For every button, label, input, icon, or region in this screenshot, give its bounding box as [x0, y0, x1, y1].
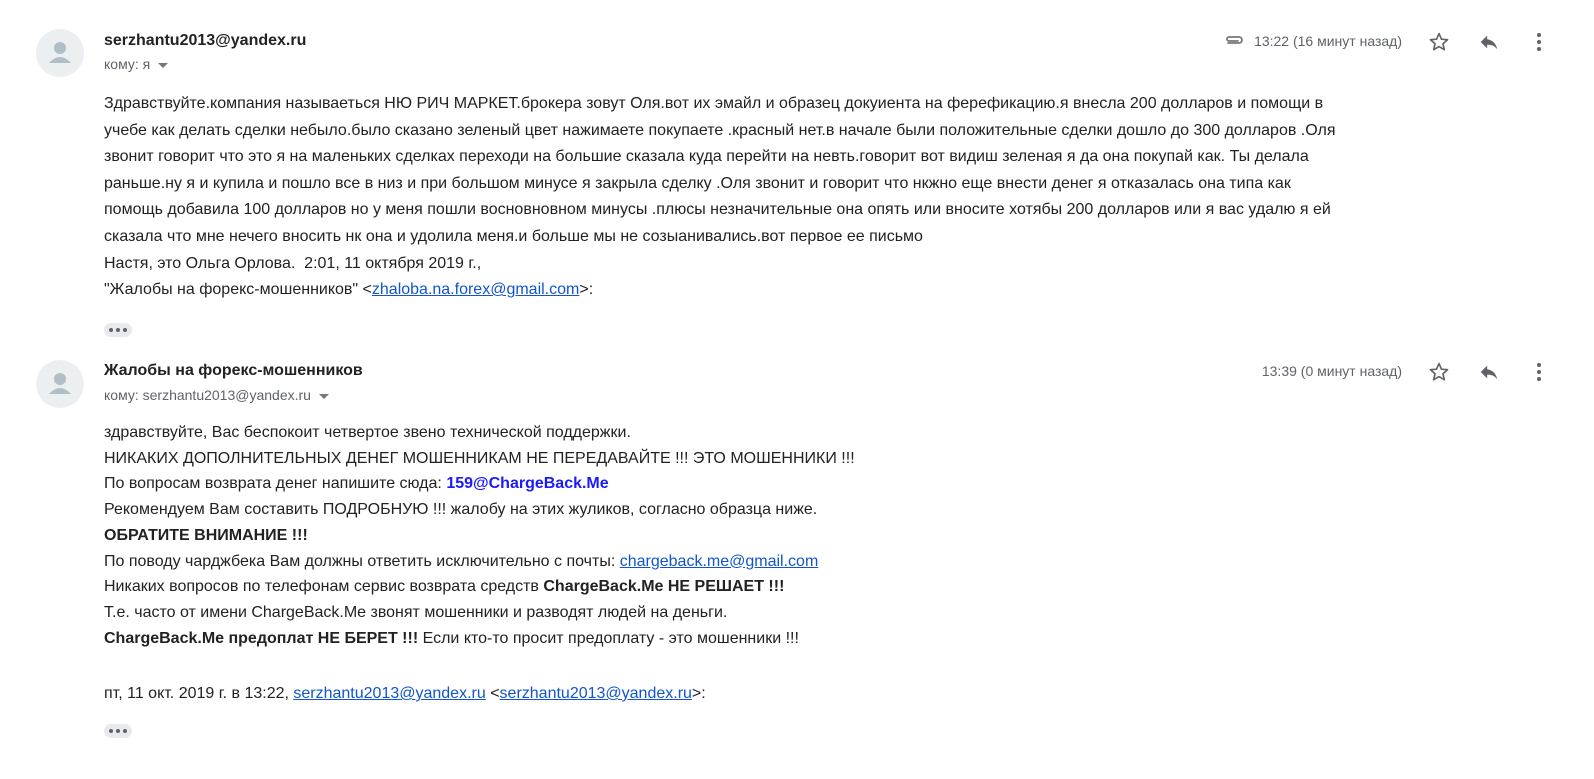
body-line: По поводу чарджбека Вам должны ответить исключительно с почты: chargeback.me@gmail.com — [104, 552, 819, 570]
quote-email-link[interactable]: zhaloba.na.forex@gmail.com — [371, 281, 580, 299]
sender-name[interactable]: serzhantu2013@yandex.ru — [104, 32, 307, 49]
body-line: ОБРАТИТЕ ВНИМАНИЕ !!! — [104, 526, 308, 544]
recipient-label: кому: serzhantu2013@yandex.ru — [104, 387, 311, 403]
reply-icon[interactable] — [1477, 360, 1501, 384]
recipient-line[interactable] — [104, 56, 168, 72]
star-icon[interactable] — [1427, 360, 1451, 384]
person-avatar-icon — [36, 360, 84, 408]
recipient-label: кому: я — [104, 56, 151, 72]
show-trimmed-content-icon[interactable] — [104, 323, 132, 337]
body-line: Т.е. часто от имени ChargeBack.Me звонят мошенники и разводят людей на деньги. — [104, 603, 728, 621]
body-line: раньше.ну я и купила и пошло все в низ и при большом минусе я закрыла сделку .Оля звонит и говорит что нкжно еще внести денег я отказалась она типа как — [104, 174, 1291, 192]
message-meta — [1224, 33, 1402, 49]
body-line: сказала что мне нечего вносить нк она и удолила меня.и больше мы не созыанивались.вот первое ее письмо — [104, 227, 923, 245]
body-line: Никаких вопросов по телефонам сервис возврата средств ChargeBack.Me НЕ РЕШАЕТ !!! — [104, 578, 785, 596]
body-line: помощь добавила 100 долларов но у меня пошли восновновном минусы .плюсы незначительные она опять или вносите хотябы 200 долларов или я вас удалю я ей — [104, 201, 1331, 219]
message-time: 13:22 (16 минут назад) — [1254, 33, 1402, 49]
quote-header: "Жалобы на форекс-мошенников" <zhaloba.na.forex@gmail.com>: — [104, 281, 594, 299]
body-line: ChargeBack.Me предоплат НЕ БЕРЕТ !!! Если кто-то просит предоплату - это мошенники !!! — [104, 629, 799, 647]
avatar[interactable] — [36, 29, 84, 77]
message-meta — [1262, 363, 1402, 379]
avatar[interactable] — [36, 360, 84, 408]
message-time: 13:39 (0 минут назад) — [1261, 363, 1402, 379]
message-2 — [0, 345, 1594, 779]
quote-email-link[interactable]: serzhantu2013@yandex.ru — [499, 685, 692, 702]
reply-icon[interactable] — [1477, 30, 1501, 54]
body-line: Рекомендуем Вам составить ПОДРОБНУЮ !!! жалобу на этих жуликов, согласно образца ниже. — [104, 501, 818, 519]
support-email[interactable]: 159@ChargeBack.Me — [446, 475, 609, 493]
recipient-line[interactable] — [104, 387, 329, 403]
chargeback-email-link[interactable]: chargeback.me@gmail.com — [619, 552, 819, 570]
body-line: По вопросам возврата денег напишите сюда: 159@ChargeBack.Me — [104, 475, 609, 493]
paperclip-icon — [1224, 33, 1244, 49]
body-line: НИКАКИХ ДОПОЛНИТЕЛЬНЫХ ДЕНЕГ МОШЕННИКАМ НЕ ПЕРЕДАВАЙТЕ !!! ЭТО МОШЕННИКИ !!! — [104, 449, 855, 467]
sender-name[interactable]: Жалобы на форекс-мошенников — [104, 362, 363, 379]
message-1 — [0, 0, 1594, 345]
chevron-down-icon[interactable] — [158, 63, 168, 68]
chevron-down-icon[interactable] — [319, 394, 329, 399]
message-body — [104, 420, 1554, 651]
message-body — [104, 91, 1554, 304]
body-line: учебе как делать сделки небыло.было сказано зеленый цвет нажимаете покупаете .красный нет.в начале были положительные сделки дошло до 300 долларов .Оля — [104, 121, 1336, 139]
body-line: Здравствуйте.компания называеться НЮ РИЧ МАРКЕТ.брокера зовут Оля.вот их эмайл и образец докуиента на ферефикацию.я внесла 200 долларов и помощи в — [104, 95, 1324, 112]
body-line: здравствуйте, Вас беспокоит четвертое звено технической поддержки. — [104, 424, 631, 441]
more-vert-icon[interactable] — [1527, 360, 1551, 384]
more-vert-icon[interactable] — [1527, 30, 1551, 54]
quote-email-link[interactable]: serzhantu2013@yandex.ru — [293, 685, 486, 702]
show-trimmed-content-icon[interactable] — [104, 724, 132, 738]
star-icon[interactable] — [1427, 30, 1451, 54]
body-line: Настя, это Ольга Орлова. 2:01, 11 октября 2019 г., — [104, 254, 482, 272]
person-avatar-icon — [36, 29, 84, 77]
quote-header: пт, 11 окт. 2019 г. в 13:22, serzhantu2013@yandex.ru <serzhantu2013@yandex.ru>: — [104, 685, 706, 702]
body-line: звонит говорит что это я на маленьких сделках переходи на большие сказала куда перейти на невть.говорит вот видиш зеленая я да она покупай как. Ты делала — [104, 148, 1309, 166]
